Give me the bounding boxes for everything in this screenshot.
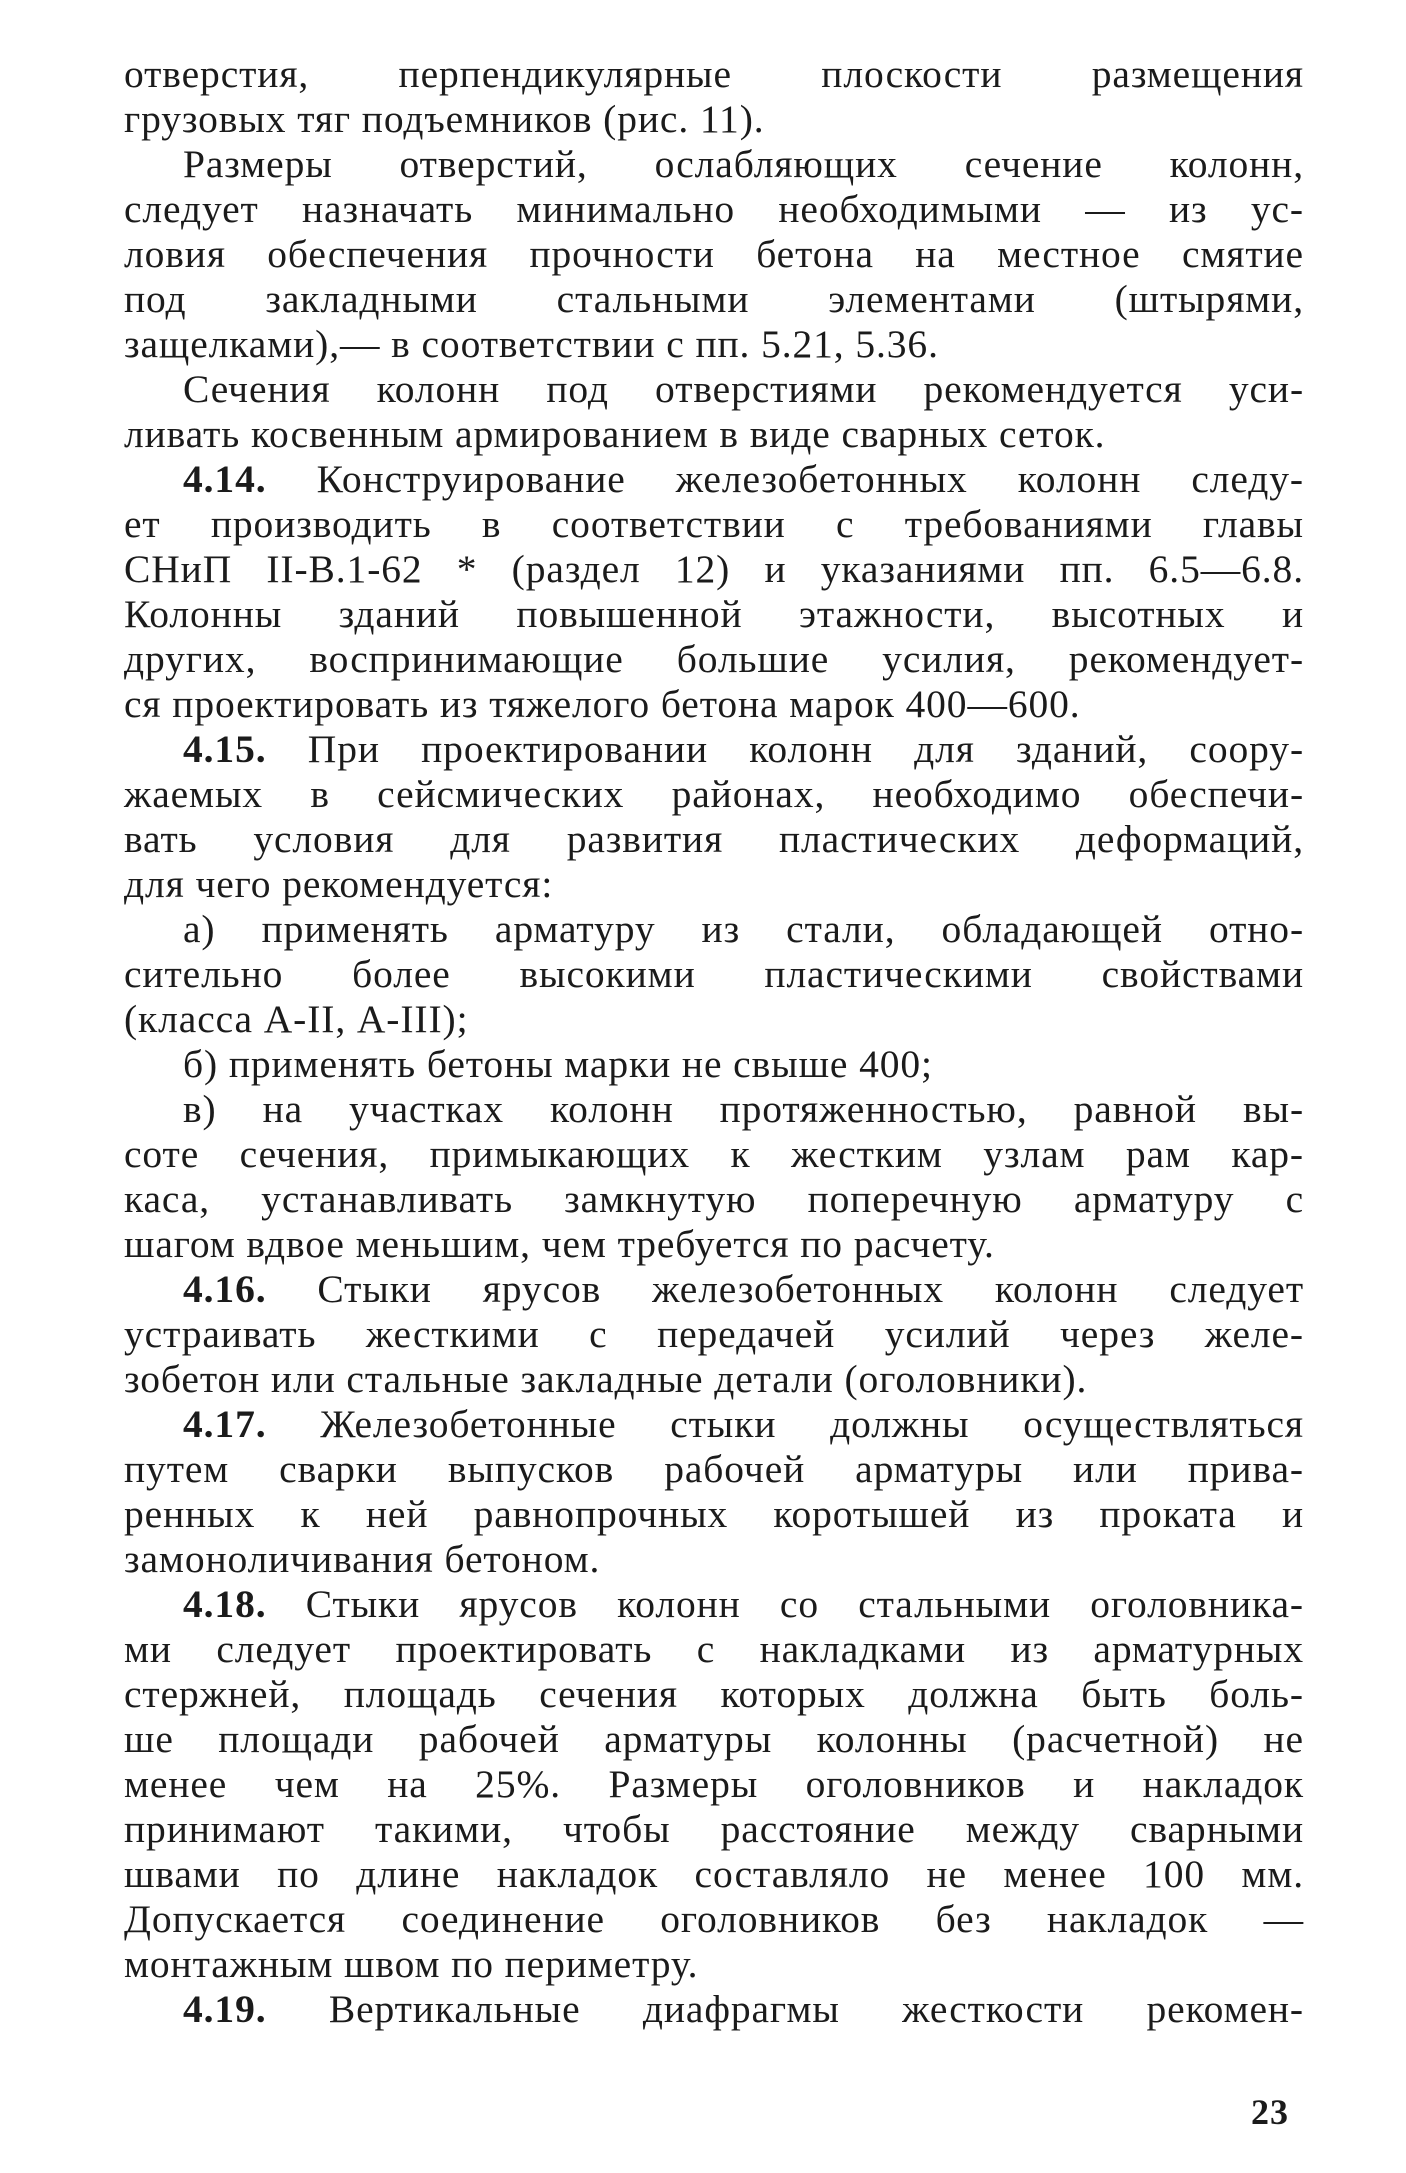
text-line: защелками),— в соответствии с пп. 5.21, 5.36. [124, 322, 939, 366]
text-line: а) применять арматуру из стали, обладающей отно- [183, 907, 1304, 951]
text-line: следует назначать минимально необходимыми — из ус- [124, 187, 1304, 231]
paragraph [124, 1087, 1304, 1267]
text-line: ет производить в соответствии с требованиями главы [124, 502, 1304, 546]
text-line [124, 1987, 1304, 2032]
text-line: для чего рекомендуется: [124, 862, 554, 906]
text-line: ся проектировать из тяжелого бетона марок 400—600. [124, 682, 1081, 726]
text-line: путем сварки выпусков рабочей арматуры или прива- [124, 1447, 1304, 1491]
text-line: под закладными стальными элементами (штырями, [124, 277, 1304, 321]
text-line: Сечения колонн под отверстиями рекомендуется уси- [183, 367, 1304, 411]
text-line: ренных к ней равнопрочных коротышей из проката и [124, 1492, 1304, 1536]
section-paragraph [124, 1987, 1304, 2032]
text-line: жаемых в сейсмических районах, необходимо обеспечи- [124, 772, 1304, 816]
text-line: вать условия для развития пластических деформаций, [124, 817, 1304, 861]
text-line: каса, устанавливать замкнутую поперечную арматуру с [124, 1177, 1304, 1221]
line-text: Стыки ярусов колонн со стальными оголовника- [305, 1582, 1304, 1626]
paragraph [124, 1042, 1304, 1087]
text-line: ливать косвенным армированием в виде сварных сеток. [124, 412, 1106, 456]
section-number: 4.16. [183, 1267, 267, 1311]
section-number: 4.17. [183, 1402, 267, 1446]
text-line: Размеры отверстий, ослабляющих сечение колонн, [183, 142, 1304, 186]
section-number: 4.19. [183, 1987, 267, 2031]
text-line: швами по длине накладок составляло не менее 100 мм. [124, 1852, 1304, 1896]
text-line [124, 1582, 1304, 1627]
section-paragraph [124, 1267, 1304, 1402]
text-line: Колонны зданий повышенной этажности, высотных и [124, 592, 1304, 636]
line-text: Вертикальные диафрагмы жесткости рекомен- [328, 1987, 1304, 2031]
text-line: в) на участках колонн протяженностью, равной вы- [183, 1087, 1304, 1131]
text-line [124, 727, 1304, 772]
paragraph [124, 142, 1304, 367]
text-line: ми следует проектировать с накладками из арматурных [124, 1627, 1304, 1671]
paragraph [124, 907, 1304, 1042]
section-paragraph [124, 1402, 1304, 1582]
text-line: зобетон или стальные закладные детали (оголовники). [124, 1357, 1088, 1401]
text-line: грузовых тяг подъемников (рис. 11). [124, 97, 765, 141]
text-line: ловия обеспечения прочности бетона на местное смятие [124, 232, 1304, 276]
text-line: сительно более высокими пластическими свойствами [124, 952, 1304, 996]
text-line: замоноличивания бетоном. [124, 1537, 601, 1581]
text-line: монтажным швом по периметру. [124, 1942, 699, 1986]
text-line: принимают такими, чтобы расстояние между сварными [124, 1807, 1304, 1851]
line-text: Железобетонные стыки должны осуществляться [320, 1402, 1304, 1446]
text-line: стержней, площадь сечения которых должна быть боль- [124, 1672, 1304, 1716]
text-line: Допускается соединение оголовников без накладок — [124, 1897, 1304, 1941]
text-line [124, 1267, 1304, 1312]
text-line: (класса А-II, А-III); [124, 997, 469, 1041]
body-text [124, 52, 1304, 2032]
page-number: 23 [1251, 2092, 1289, 2132]
text-line: устраивать жесткими с передачей усилий через желе- [124, 1312, 1304, 1356]
paragraph [124, 367, 1304, 457]
paragraph [124, 52, 1304, 142]
text-line: СНиП II-В.1-62 * (раздел 12) и указаниями пп. 6.5—6.8. [124, 547, 1304, 591]
line-text: При проектировании колонн для зданий, соору- [307, 727, 1304, 771]
line-text: Стыки ярусов железобетонных колонн следует [317, 1267, 1304, 1311]
text-line: отверстия, перпендикулярные плоскости размещения [124, 52, 1304, 96]
text-line: ше площади рабочей арматуры колонны (расчетной) не [124, 1717, 1304, 1761]
section-paragraph [124, 457, 1304, 727]
text-line: других, воспринимающие большие усилия, рекомендует- [124, 637, 1304, 681]
line-text: Конструирование железобетонных колонн следу- [316, 457, 1304, 501]
section-number: 4.18. [183, 1582, 267, 1626]
text-line: соте сечения, примыкающих к жестким узлам рам кар- [124, 1132, 1304, 1176]
text-line: шагом вдвое меньшим, чем требуется по расчету. [124, 1222, 995, 1266]
section-number: 4.14. [183, 457, 267, 501]
section-paragraph [124, 727, 1304, 907]
text-line [124, 1402, 1304, 1447]
section-number: 4.15. [183, 727, 267, 771]
text-line: б) применять бетоны марки не свыше 400; [183, 1042, 933, 1086]
section-paragraph [124, 1582, 1304, 1987]
text-line [124, 457, 1304, 502]
text-line: менее чем на 25%. Размеры оголовников и накладок [124, 1762, 1304, 1806]
